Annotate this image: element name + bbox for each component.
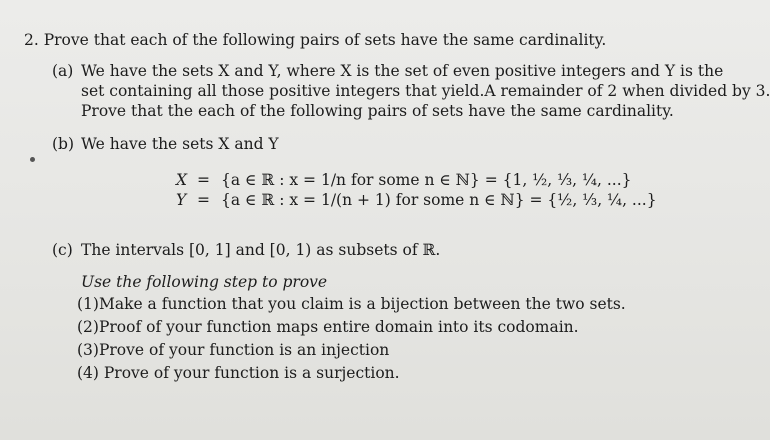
equation-x-equals: = <box>197 171 210 189</box>
part-a-line-3: Prove that the each of the following pairs of sets have the same cardinality. <box>81 102 674 120</box>
part-a-line-1: We have the sets X and Y, where X is the set of even positive integers and Y is the <box>81 62 724 80</box>
part-c-step-3: (3)Prove of your function is an injection <box>77 341 390 359</box>
part-c-hint: Use the following step to prove <box>81 273 328 291</box>
part-a-label: (a) <box>52 62 74 80</box>
part-c-text: The intervals [0, 1] and [0, 1) as subsets of ℝ. <box>81 241 441 259</box>
part-b-text: We have the sets X and Y <box>81 135 279 153</box>
bullet-dot-icon <box>30 157 35 162</box>
equation-y-equals: = <box>197 191 210 209</box>
part-c-step-1: (1)Make a function that you claim is a bijection between the two sets. <box>77 295 626 313</box>
part-a-line-2: set containing all those positive integers that yield.A remainder of 2 when divided by 3. <box>81 82 770 100</box>
part-c-label: (c) <box>52 241 73 259</box>
part-c-step-2: (2)Proof of your function maps entire domain into its codomain. <box>77 318 579 336</box>
part-b-label: (b) <box>52 135 75 153</box>
equation-y-rhs: {a ∈ ℝ : x = 1/(n + 1) for some n ∈ ℕ} = {½, ⅓, ¼, ...} <box>221 191 657 209</box>
part-c-step-4: (4) Prove of your function is a surjection. <box>77 364 400 382</box>
equation-y-lhs: Y <box>176 191 187 209</box>
equation-x-rhs: {a ∈ ℝ : x = 1/n for some n ∈ ℕ} = {1, ½, ⅓, ¼, ...} <box>221 171 632 189</box>
equation-x-lhs: X <box>176 171 188 189</box>
problem-heading: 2. Prove that each of the following pairs of sets have the same cardinality. <box>24 31 607 49</box>
